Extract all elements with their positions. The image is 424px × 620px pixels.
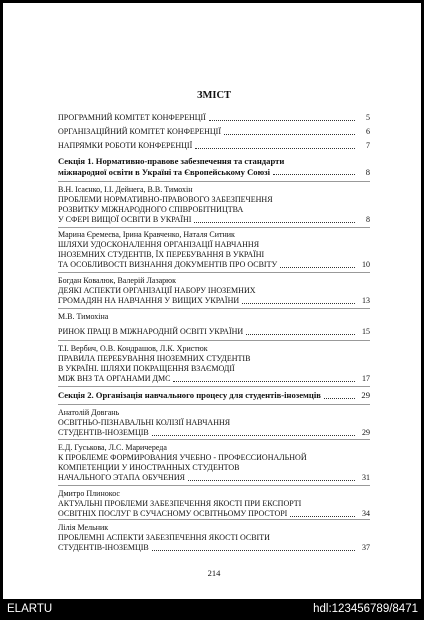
dot-leader <box>242 302 355 304</box>
handle-identifier[interactable]: hdl:123456789/8471 <box>313 603 418 615</box>
entry-title-line: ГРОМАДЯН НА НАВЧАННЯ У ВИЩИХ УКРАЇНИ <box>58 296 240 305</box>
dot-leader <box>152 549 355 551</box>
toc-entry <box>58 443 370 483</box>
page-number: 214 <box>207 568 221 578</box>
entry-title-line: ОСВІТНІХ ПОСЛУГ В СУЧАСНОМУ ОСВІТНЬОМУ ПРОСТОРІ <box>58 509 288 518</box>
entry-page: 8 <box>366 215 370 224</box>
entry-title-line: ТА ОСОБЛИВОСТІ ВИЗНАННЯ ДОКУМЕНТІВ ПРО ОСВІТУ <box>58 260 278 269</box>
toc-title: ЗМІСТ <box>196 90 232 101</box>
entry-title-line: ШЛЯХИ УДОСКОНАЛЕННЯ ОРГАНІЗАЦІЇ НАВЧАННЯ <box>58 240 260 249</box>
entry-title-line: СТУДЕНТІВ-ІНОЗЕМЦІВ <box>58 543 149 552</box>
divider <box>58 485 370 486</box>
dot-leader <box>290 515 355 517</box>
toc-entry <box>58 489 370 519</box>
entry-page: 17 <box>362 374 370 383</box>
divider <box>58 404 370 405</box>
entry-title-line: ПРОБЛЕМИ НОРМАТИВНО-ПРАВОВОГО ЗАБЕЗПЕЧЕННЯ <box>58 195 273 204</box>
entry-title-line: ОСВІТНЬО-ПІЗНАВАЛЬНІ КОЛІЗІЇ НАВЧАННЯ <box>58 418 231 427</box>
dot-leader <box>324 397 355 399</box>
entry-authors: В.Н. Ісаєнко, І.І. Дейнега, В.В. Тимохін <box>58 185 193 194</box>
divider <box>58 386 370 387</box>
entry-title-line: РИНОК ПРАЦІ В МІЖНАРОДНІЙ ОСВІТІ УКРАЇНИ <box>58 327 244 336</box>
toc-item-page: 5 <box>366 113 370 122</box>
section-page: 29 <box>361 390 370 400</box>
entry-page: 10 <box>362 260 370 269</box>
section-title-line: Секція 2. Організація навчального процесу для студентів-іноземців <box>58 390 321 400</box>
entry-authors: Т.І. Вербич, О.В. Кондрашов, Л.К. Христюк <box>58 344 208 353</box>
divider <box>58 439 370 440</box>
entry-authors: Лілія Мельник <box>58 523 109 532</box>
divider <box>58 308 370 309</box>
toc-entry <box>58 344 370 384</box>
dot-leader <box>173 380 355 382</box>
section-1-heading <box>58 156 370 177</box>
entry-authors: Богдан Ковалюк, Валерій Лазарюк <box>58 276 177 285</box>
divider <box>58 340 370 341</box>
entry-title-line: АКТУАЛЬНІ ПРОБЛЕМИ ЗАБЕЗПЕЧЕННЯ ЯКОСТІ ПРИ ЕКСПОРТІ <box>58 499 302 508</box>
entry-title-line: ІНОЗЕМНИХ СТУДЕНТІВ, ЇХ ПЕРЕБУВАННЯ В УКРАЇНІ <box>58 250 265 259</box>
dot-leader <box>246 333 355 335</box>
divider <box>58 181 370 182</box>
entry-page: 37 <box>362 543 370 552</box>
entry-title-line: КОМПЕТЕНЦИИ У ИНОСТРАННЫХ СТУДЕНТОВ <box>58 463 240 472</box>
dot-leader <box>224 133 355 135</box>
document-page <box>3 3 421 599</box>
entry-title-line: СТУДЕНТІВ-ІНОЗЕМЦІВ <box>58 428 149 437</box>
entry-title-line: К ПРОБЛЕМЕ ФОРМИРОВАНИЯ УЧЕБНО - ПРОФЕССИОНАЛЬНОЙ <box>58 453 307 462</box>
toc-entry <box>58 185 370 225</box>
entry-title-line: РОЗВИТКУ МІЖНАРОДНОГО СПІВРОБІТНИЦТВА <box>58 205 244 214</box>
entry-page: 13 <box>362 296 370 305</box>
entry-page: 29 <box>362 428 370 437</box>
toc-entry <box>58 230 370 270</box>
repository-footer <box>0 600 424 620</box>
entry-title-line: ПРАВИЛА ПЕРЕБУВАННЯ ІНОЗЕМНИХ СТУДЕНТІВ <box>58 354 251 363</box>
section-page: 8 <box>365 166 370 177</box>
entry-page: 15 <box>362 327 370 336</box>
dot-leader <box>209 119 355 121</box>
toc-item-page: 7 <box>366 141 370 150</box>
entry-title-line: ДЕЯКІ АСПЕКТИ ОРГАНІЗАЦІЇ НАБОРУ ІНОЗЕМНИХ <box>58 286 256 295</box>
entry-title-line: У СФЕРІ ВИЩОЇ ОСВІТИ В УКРАЇНІ <box>58 215 192 224</box>
divider <box>58 227 370 228</box>
dot-leader <box>194 221 355 223</box>
toc-item-conference-directions <box>58 141 370 151</box>
entry-title-line: В УКРАЇНІ. ШЛЯХИ ПОКРАЩЕННЯ ВЗАЄМОДІЇ <box>58 364 235 373</box>
dot-leader <box>152 434 355 436</box>
dot-leader <box>188 479 355 481</box>
toc-entry <box>58 312 370 337</box>
toc-item-page: 6 <box>366 127 370 136</box>
toc-entry <box>58 276 370 306</box>
entry-title-line: ПРОБЛЕМНІ АСПЕКТИ ЗАБЕЗПЕЧЕННЯ ЯКОСТІ ОСВІТИ <box>58 533 270 542</box>
entry-title-line: МІЖ ВНЗ ТА ОРГАНАМИ ДМС <box>58 374 171 383</box>
entry-authors: Марина Єремеєва, Ірина Кравченко, Наталя Ситник <box>58 230 235 239</box>
toc-item-label: ПРОГРАМНИЙ КОМІТЕТ КОНФЕРЕНЦІЇ <box>58 113 206 122</box>
entry-authors: Е.Д. Гуськова, Л.С. Маричереда <box>58 443 167 452</box>
entry-authors: М.В. Тимохіна <box>58 312 109 321</box>
dot-leader <box>195 147 355 149</box>
entry-title-line: НАЧАЛЬНОГО ЭТАПА ОБУЧЕНИЯ <box>58 473 185 482</box>
repository-name: ELARTU <box>7 603 53 615</box>
entry-authors: Дмитро Плинокос <box>58 489 120 498</box>
entry-page: 31 <box>362 473 370 482</box>
divider <box>58 272 370 273</box>
toc-item-organizing-committee <box>58 127 370 137</box>
toc-entry <box>58 408 370 438</box>
toc-item-label: ОРГАНІЗАЦІЙНИЙ КОМІТЕТ КОНФЕРЕНЦІЇ <box>58 127 222 136</box>
dot-leader <box>273 173 355 175</box>
section-title-line: Секція 1. Нормативно-правове забезпечення та стандарти <box>58 156 285 166</box>
dot-leader <box>280 266 355 268</box>
section-2-heading <box>58 390 370 401</box>
toc-item-label: НАПРЯМКИ РОБОТИ КОНФЕРЕНЦІЇ <box>58 141 193 150</box>
toc-entry <box>58 523 370 553</box>
divider <box>58 519 370 520</box>
entry-authors: Анатолій Довгань <box>58 408 120 417</box>
entry-page: 34 <box>362 509 370 518</box>
section-title-line: міжнародної освіти в Україні та Європейському Союзі <box>58 166 271 177</box>
toc-item-program-committee <box>58 113 370 123</box>
